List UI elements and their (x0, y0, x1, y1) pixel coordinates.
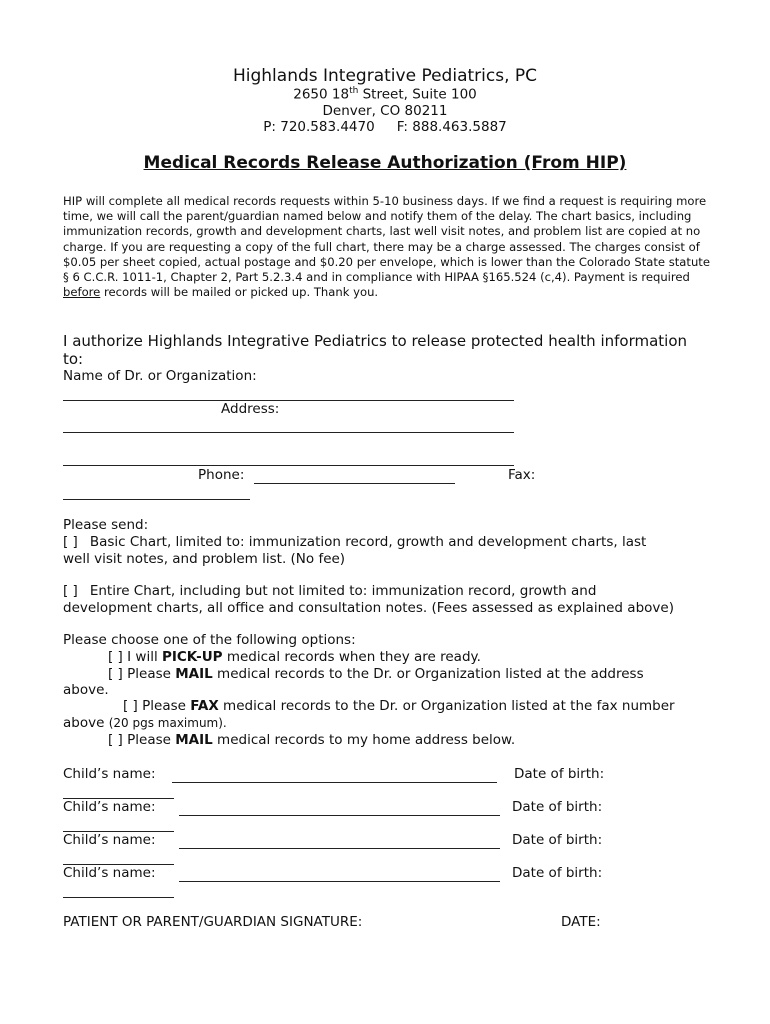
signature-label: PATIENT OR PARENT/GUARDIAN SIGNATURE: (63, 914, 363, 930)
fax-checkbox[interactable]: [ ] (123, 698, 138, 714)
name-field[interactable] (63, 399, 514, 401)
phone-label: Phone: (198, 467, 245, 483)
contact-line (0, 119, 770, 135)
send-label: Please send: (63, 517, 149, 533)
address-field-1[interactable] (63, 431, 514, 433)
name-label: Name of Dr. or Organization: (63, 368, 257, 384)
fax-field[interactable] (63, 498, 250, 500)
practice-phone: P: 720.583.4470 (263, 119, 375, 135)
basic-chart-checkbox[interactable]: [ ] (63, 534, 78, 550)
child-dob-label: Date of birth: (512, 832, 603, 848)
entire-chart-option-cont: development charts, all office and consultation notes. (Fees assessed as explained above) (63, 600, 674, 616)
mail-home-option: [ ] Please MAIL medical records to my home address below. (108, 732, 516, 748)
fax-label: Fax: (508, 467, 536, 483)
child-name-label: Child’s name: (63, 799, 156, 815)
fax-option-cont: above (20 pgs maximum). (63, 715, 227, 731)
entire-chart-checkbox[interactable]: [ ] (63, 583, 78, 599)
options-label: Please choose one of the following options: (63, 632, 356, 648)
child-dob-label: Date of birth: (512, 865, 603, 881)
child-name-field[interactable] (179, 847, 500, 849)
intro-paragraph: HIP will complete all medical records requests within 5-10 business days. If we find a request is requiring more time, we will call the parent/guardian named below and notify them of the delay. The chart basics, including immunization records, growth and development charts, last well visit notes, and problem list are copied at no charge. If you are requesting a copy of the full chart, there may be a charge assessed. The charges consist of $0.05 per sheet copied, actual postage and $0.20 per envelope, which is lower than the Colorado State statute § 6 C.C.R. 1011-1, Chapter 2, Part 5.2.3.4 and in compliance with HIPAA §165.524 (c,4). Payment is required before records will be mailed or picked up. Thank you. (63, 194, 710, 300)
pickup-checkbox[interactable]: [ ] (108, 649, 123, 665)
basic-chart-option-cont: well visit notes, and problem list. (No fee) (63, 551, 346, 567)
child-name-label: Child’s name: (63, 865, 156, 881)
fax-option: [ ] Please FAX medical records to the Dr. or Organization listed at the fax number (123, 698, 675, 714)
authorize-statement-cont: to: (63, 350, 84, 368)
form-title: Medical Records Release Authorization (From HIP) (143, 153, 627, 173)
mail-org-option: [ ] Please MAIL medical records to the Dr. or Organization listed at the address (108, 666, 644, 682)
city-line: Denver, CO 80211 (322, 103, 448, 119)
child-dob-label: Date of birth: (512, 799, 603, 815)
phone-field[interactable] (254, 482, 455, 484)
child-name-field[interactable] (179, 880, 500, 882)
date-label: DATE: (561, 914, 601, 930)
basic-chart-option: [ ] Basic Chart, limited to: immunization record, growth and development charts, last (63, 534, 647, 550)
address-field-2[interactable] (63, 464, 514, 466)
street-address: 2650 18th Street, Suite 100 (293, 86, 477, 103)
child-name-field[interactable] (179, 814, 500, 816)
practice-fax: F: 888.463.5887 (396, 119, 507, 135)
address-label: Address: (221, 401, 280, 417)
child-dob-field[interactable] (63, 896, 174, 898)
child-name-label: Child’s name: (63, 766, 156, 782)
child-dob-label: Date of birth: (514, 766, 605, 782)
mail-org-checkbox[interactable]: [ ] (108, 666, 123, 682)
authorize-statement: I authorize Highlands Integrative Pediatrics to release protected health information (63, 332, 688, 350)
child-name-field[interactable] (172, 781, 497, 783)
mail-org-option-cont: above. (63, 682, 109, 698)
practice-name: Highlands Integrative Pediatrics, PC (232, 66, 537, 86)
entire-chart-option: [ ] Entire Chart, including but not limited to: immunization record, growth and (63, 583, 597, 599)
mail-home-checkbox[interactable]: [ ] (108, 732, 123, 748)
child-name-label: Child’s name: (63, 832, 156, 848)
pickup-option: [ ] I will PICK-UP medical records when they are ready. (108, 649, 481, 665)
